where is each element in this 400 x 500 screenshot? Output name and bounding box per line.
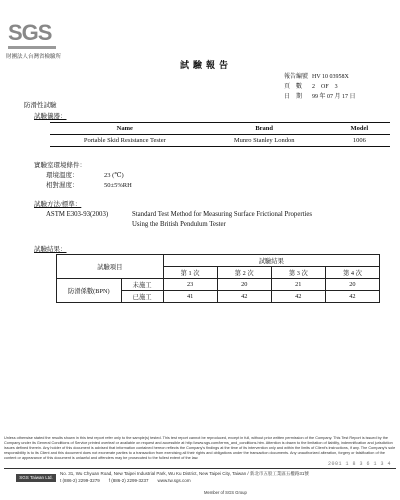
conditions-list bbox=[46, 171, 132, 191]
result-cell: 21 bbox=[271, 279, 325, 291]
result-cell: 20 bbox=[217, 279, 271, 291]
result-cell: 23 bbox=[163, 279, 217, 291]
row-condition: 未施工 bbox=[121, 279, 163, 291]
condition-key: 相對濕度： bbox=[46, 182, 79, 189]
col-header-name: Name bbox=[50, 123, 200, 135]
cell-brand: Munro Stanley London bbox=[200, 135, 329, 147]
result-cell: 20 bbox=[325, 279, 379, 291]
method-label: 試驗方法/標準： bbox=[34, 201, 82, 208]
row-label: 防滑係數(BPN) bbox=[57, 279, 122, 303]
footer-disclaimer: Unless otherwise stated the results shown in this test report refer only to the sample(s) tested. This test report cannot be reproduced, except in full, without prior written permission of the Company. This Test Report is issued by the Company under its General Conditions of Service printed overleaf or available on request and accessible at http://www.sgs.com/terms_and_conditions.htm. Attention is drawn to the limitation of liability, indemnification and jurisdiction issues defined therein. Any holder of this document is advised that information contained hereon reflects the Company's findings at the time of its intervention only and within the limits of Client's instructions, if any. The Company's sole responsibility is to its Client and this document does not exonerate parties to a transaction from exercising all their rights and obligations under the transaction documents. Any unauthorized alteration, forgery or falsification of the content or appearance of this document is unlawful and offenders may be prosecuted to the fullest extent of the law. bbox=[4, 436, 396, 460]
cell-model: 1006 bbox=[329, 135, 390, 147]
condition-key: 環境溫度： bbox=[46, 172, 79, 179]
meta-key: 日 期 bbox=[284, 94, 303, 100]
equipment-data-row bbox=[50, 135, 390, 147]
report-stamp-number: 2001 1 8 3 6 1 3 4 bbox=[328, 461, 392, 467]
condition-value: 23 (℃) bbox=[104, 172, 124, 179]
results-header-row bbox=[57, 255, 380, 267]
equipment-header-row bbox=[50, 123, 390, 135]
report-title: 試驗報告 bbox=[180, 60, 233, 70]
trial-header-4: 第 4 次 bbox=[325, 267, 379, 279]
col-header-model: Model bbox=[329, 123, 390, 135]
condition-humidity bbox=[46, 181, 132, 191]
section-test-title: 防滑性試驗 bbox=[24, 102, 57, 109]
method-description-2: Using the British Pendulum Tester bbox=[132, 221, 226, 228]
member-text: Member of SGS Group bbox=[204, 490, 247, 495]
cell-name: Portable Skid Resistance Tester bbox=[50, 135, 200, 147]
results-label: 試驗結果： bbox=[34, 246, 67, 253]
meta-row-pages bbox=[284, 82, 356, 92]
address-line-2: t (886-2) 2299-3279 f (886-2) 2299-3237 www.tw.sgs.com bbox=[60, 478, 191, 483]
results-table bbox=[56, 254, 380, 303]
results-row-untreated bbox=[57, 279, 380, 291]
meta-key: 報告編號 bbox=[284, 74, 309, 80]
result-cell: 41 bbox=[163, 291, 217, 303]
footer-divider bbox=[4, 468, 396, 469]
col-header-brand: Brand bbox=[200, 123, 329, 135]
meta-row-report-no bbox=[284, 72, 356, 82]
method-block bbox=[46, 210, 396, 230]
logo-text: SGS bbox=[8, 20, 52, 45]
company-seal: SGS Taiwan Ltd. bbox=[16, 474, 56, 482]
row-condition: 已施工 bbox=[121, 291, 163, 303]
meta-value: 2 OF 3 bbox=[312, 84, 338, 90]
method-row bbox=[46, 210, 396, 220]
equipment-table bbox=[50, 122, 390, 147]
result-header: 試驗結果 bbox=[163, 255, 379, 267]
condition-temperature bbox=[46, 171, 132, 181]
sgs-logo bbox=[8, 20, 58, 46]
trial-header-2: 第 2 次 bbox=[217, 267, 271, 279]
condition-value: 50±5%RH bbox=[104, 182, 132, 189]
item-header: 試驗項目 bbox=[57, 255, 164, 279]
result-cell: 42 bbox=[217, 291, 271, 303]
conditions-label: 實驗室環境條件： bbox=[34, 162, 86, 169]
trial-header-3: 第 3 次 bbox=[271, 267, 325, 279]
result-cell: 42 bbox=[271, 291, 325, 303]
meta-key: 頁 數 bbox=[284, 84, 303, 90]
report-meta bbox=[284, 72, 356, 102]
method-description: Standard Test Method for Measuring Surface Frictional Properties bbox=[132, 211, 313, 218]
method-code: ASTM E303-93(2003) bbox=[46, 211, 109, 218]
address-line-1: No. 31, Wu Chyuan Road, New Taipei Industrial Park, Wu Ku District, New Taipei City, Taiwan / 新北市五股工業區五權路31號 bbox=[60, 471, 309, 476]
meta-value: 99 年 07 月 17 日 bbox=[312, 94, 356, 100]
equipment-label: 試驗儀器： bbox=[34, 113, 67, 120]
trial-header-1: 第 1 次 bbox=[163, 267, 217, 279]
result-cell: 42 bbox=[325, 291, 379, 303]
company-name: 財團法人台灣省檢驗所 bbox=[6, 54, 62, 60]
meta-row-date bbox=[284, 92, 356, 102]
meta-value: HV 10 03958X bbox=[312, 74, 349, 80]
logo-underline bbox=[8, 46, 56, 49]
